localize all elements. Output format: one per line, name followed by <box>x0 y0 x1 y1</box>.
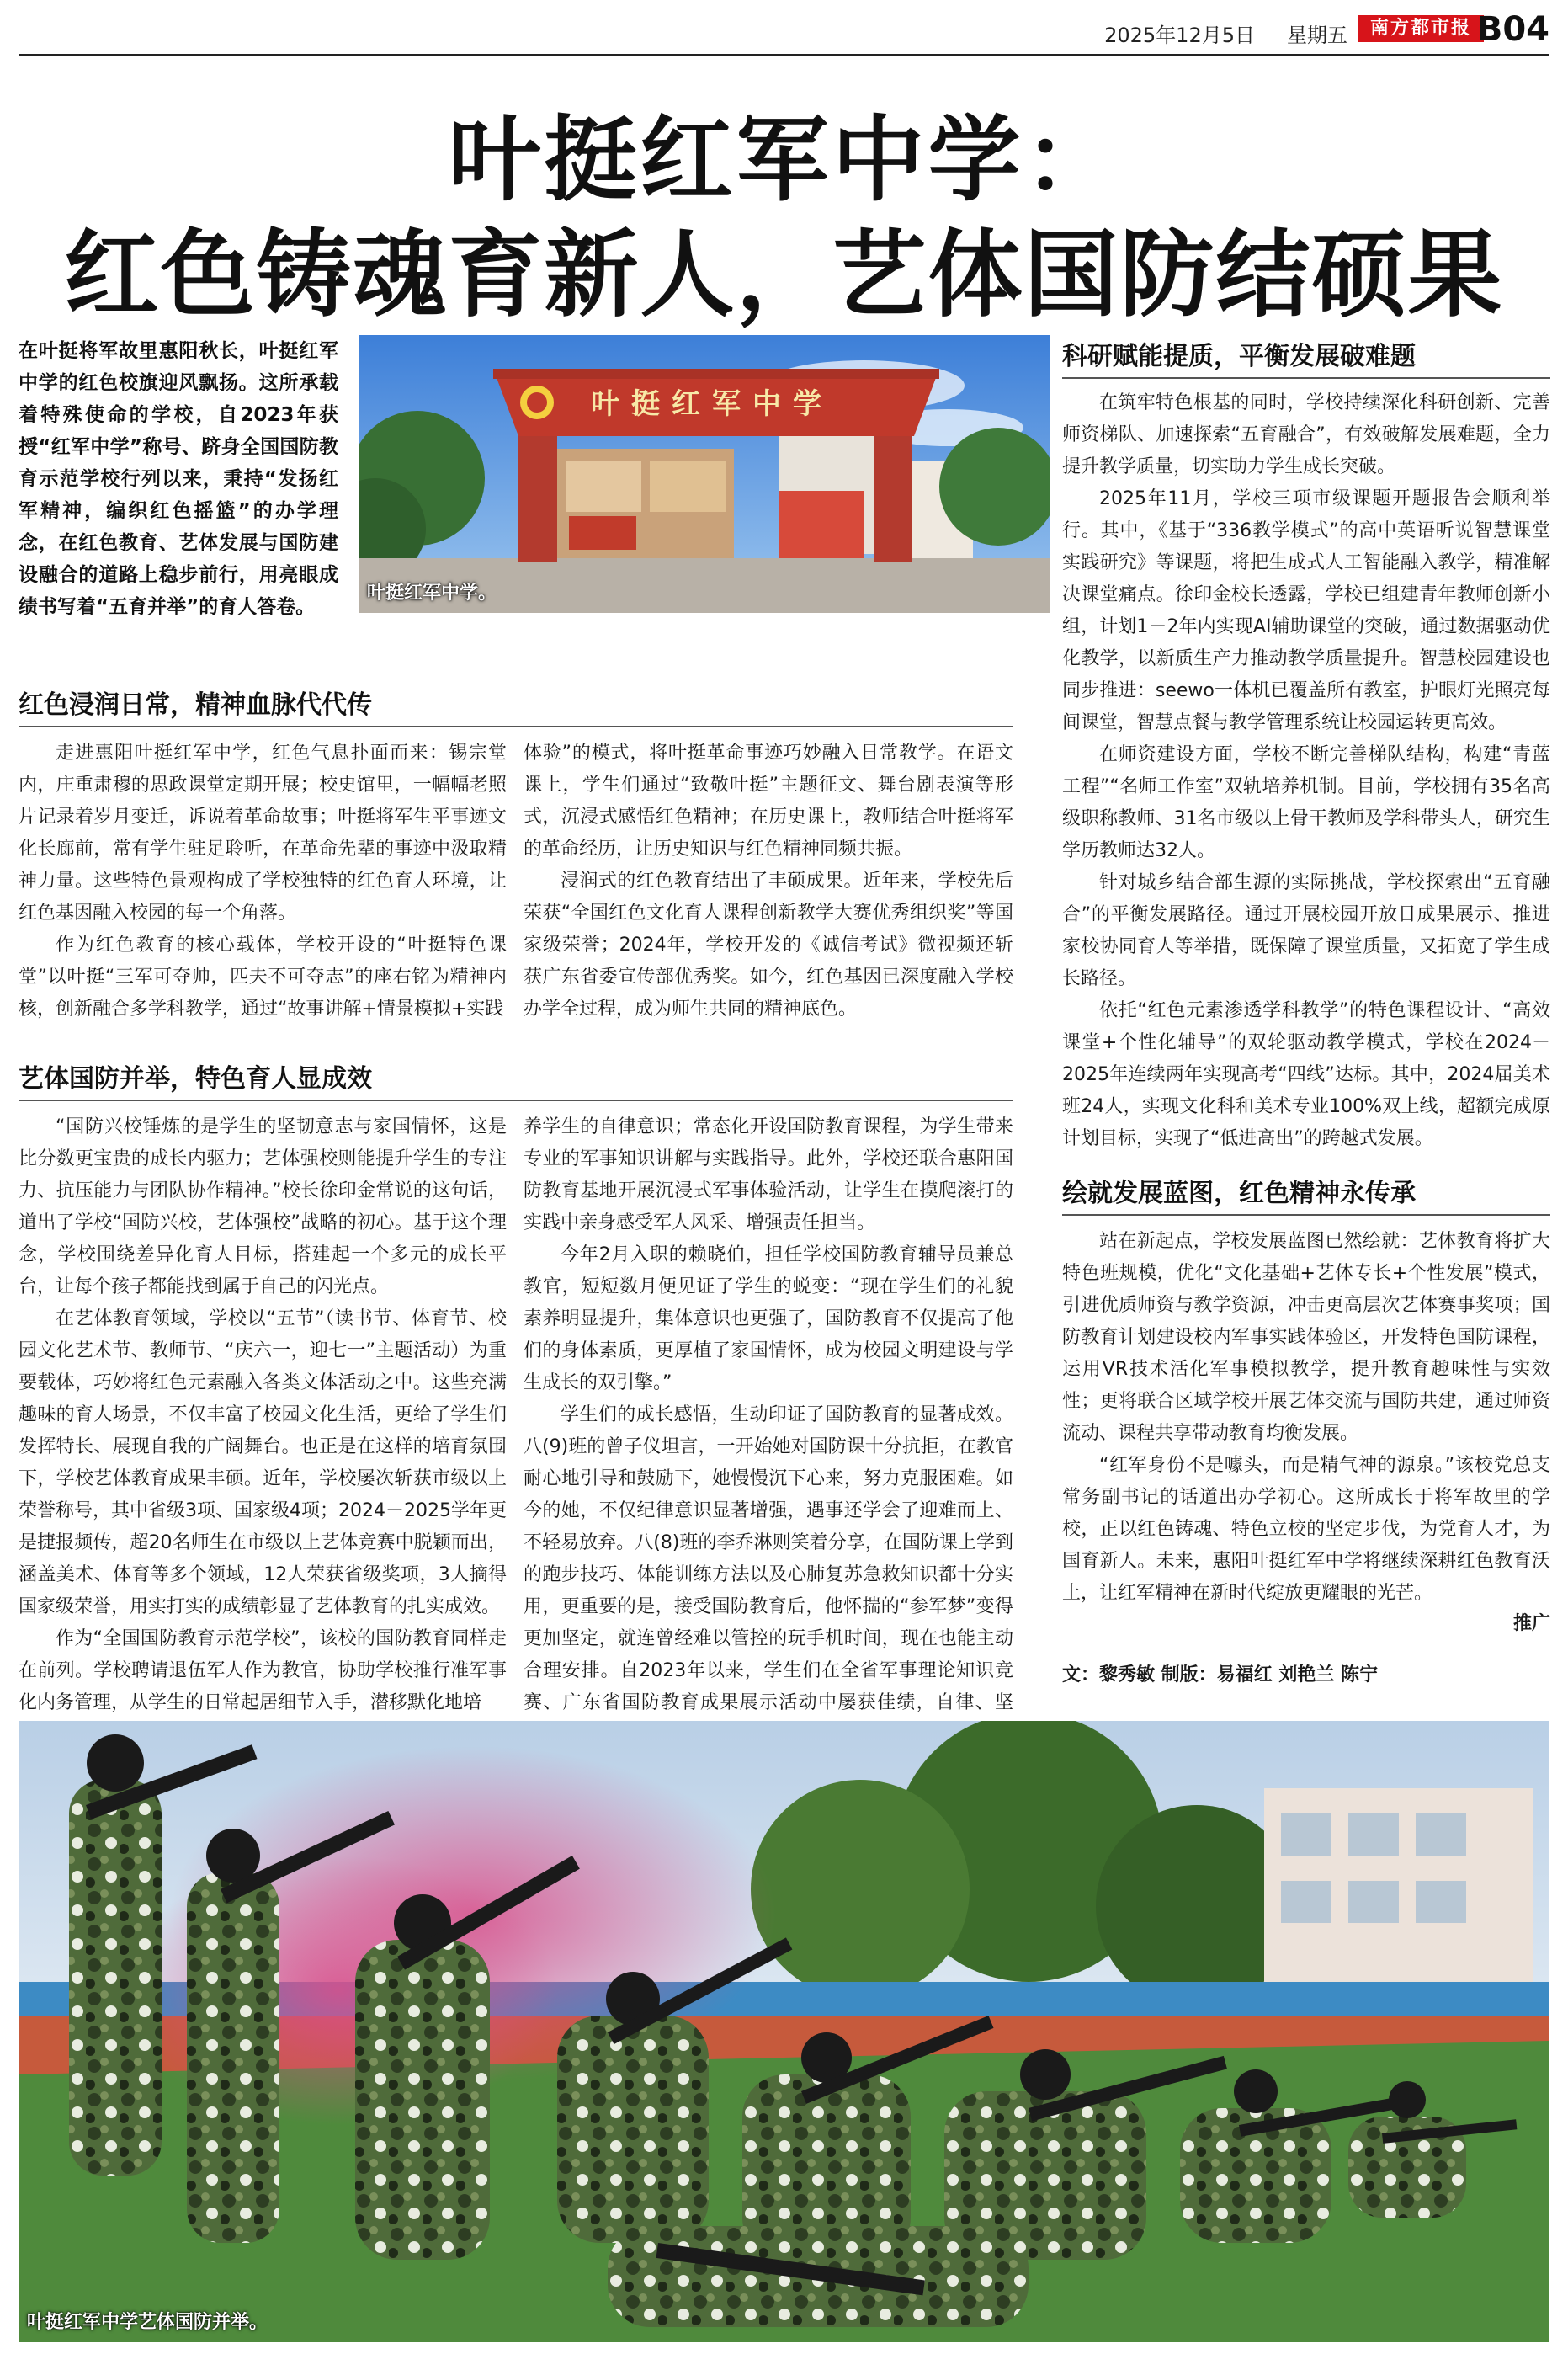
section-1-title: 红色浸润日常，精神血脉代代传 <box>19 690 372 720</box>
s4-paragraph: 站在新起点，学校发展蓝图已然绘就：艺体教育将扩大特色班规模，优化“文化基础+艺体专长+个性发展”模式，引进优质师资与教学资源，冲击更高层次艺体赛事奖项；国防教育计划建设校内军事实践体验区，开发特色国防课程，运用VR技术活化军事模拟教学，提升教育趣味性与实效性；更将联合区域学校开展艺体交流与国防共建，通过师资流动、课程共享带动教育均衡发展。 <box>1062 1231 1550 1444</box>
section-1-rule <box>19 726 1013 727</box>
s1-paragraph: 作为红色教育的核心载体，学校开设的“叶挺特色课堂”以叶挺“三军可夺帅，匹夫不可夺志”的座右铭为精神内核，创新融合多学科教学，通过“故事讲解+情景模拟+实践 <box>19 935 507 1020</box>
section-3-rule <box>1062 377 1550 379</box>
s2-paragraph: 养学生的自律意识；常态化开设国防教育课程，为学生带来专业的军事知识讲解与实践指导。此外，学校还联合惠阳国防教育基地开展沉浸式军事体验活动，让学生在摸爬滚打的实践中亲身感受军人风采、增强责任担当。 <box>524 1116 1013 1233</box>
s2-paragraph: 今年2月入职的赖晓伯，担任学校国防教育辅导员兼总教官，短短数月便见证了学生的蜕变：“现在学生们的礼貌素养明显提升，集体意识也更强了，国防教育不仅提高了他们的身体素质，更厚植了家国情怀，成为校园文明建设与学生成长的双引擎。” <box>524 1244 1013 1393</box>
section-3-heading <box>1062 335 1416 372</box>
s3-paragraph: 在筑牢特色根基的同时，学校持续深化科研创新、完善师资梯队、加速探索“五育融合”，有效破解发展难题，全力提升教学质量，切实助力学生成长突破。 <box>1062 392 1550 477</box>
gate-photo-caption: 叶挺红军中学。 <box>367 583 497 604</box>
section-4-heading <box>1062 1172 1416 1209</box>
page-number: B04 <box>1476 10 1549 49</box>
page-header <box>0 0 1568 54</box>
section-4-rule <box>1062 1214 1550 1216</box>
headline-line-2: 红色铸魂育新人，艺体国防结硕果 <box>64 220 1504 330</box>
s3-paragraph: 在师资建设方面，学校不断完善梯队结构，构建“青蓝工程”“名师工作室”双轨培养机制。目前，学校拥有35名高级职称教师、31名市级以上骨干教师及学科带头人，研究生学历教师达32人。 <box>1062 744 1550 861</box>
newspaper-logo: 南方都市报 <box>1358 15 1484 42</box>
section-1-column-2 <box>524 738 1013 1025</box>
promo-tag: 推广 <box>1512 1613 1550 1634</box>
drill-photo <box>19 1721 1549 2342</box>
s2-paragraph: 学生们的成长感悟，生动印证了国防教育的显著成效。八(9)班的曾子仪坦言，一开始她对国防课十分抗拒，在教官耐心地引导和鼓励下，她慢慢沉下心来，努力克服困难。如今的她，不仅纪律意识显著增强，遇事还学会了迎难而上、不轻易放弃。八(8)班的李乔淋则笑着分享，在国防课上学到的跑步技巧、体能训练方法以及心肺复苏急救知识都十分实用，更重要的是，接受国防教育后，他怀揣的“参军梦”变得更加坚定，就连曾经难以管控的玩手机时间，现在也能主动合理安排。自2023年以来，学生们在全省军事理论知识竞赛、广东省国防教育成果展示活动中屡获佳绩，自律、坚 <box>524 1404 1013 1713</box>
s3-paragraph: 针对城乡结合部生源的实际挑战，学校探索出“五育融合”的平衡发展路径。通过开展校园开放日成果展示、推进家校协同育人等举措，既保障了课堂质量，又拓宽了学生成长路径。 <box>1062 872 1550 989</box>
s3-paragraph: 2025年11月，学校三项市级课题开题报告会顺利举行。其中，《基于“336教学模式”的高中英语听说智慧课堂实践研究》等课题，将把生成式人工智能融入教学，精准解决课堂痛点。徐印金校长透露，学校已组建青年教师创新小组，计划1－2年内实现AI辅助课堂的突破，通过数据驱动优化教学，以新质生产力推动教学质量提升。智慧校园建设也同步推进：seewo一体机已覆盖所有教室，护眼灯光照亮每间课堂，智慧点餐与教学管理系统让校园运转更高效。 <box>1062 488 1550 733</box>
issue-date: 2025年12月5日 <box>1104 24 1255 47</box>
headline <box>0 105 1568 330</box>
gate-sign-text: 叶挺红军中学 <box>591 387 833 421</box>
school-gate-photo <box>359 335 1050 613</box>
drill-illustration <box>19 1721 1549 2342</box>
section-2-heading <box>19 1057 372 1094</box>
section-3-body <box>1062 387 1550 1155</box>
section-1-column-1 <box>19 738 507 1025</box>
s1-paragraph: 体验”的模式，将叶挺革命事迹巧妙融入日常教学。在语文课上，学生们通过“致敬叶挺”主题征文、舞台剧表演等形式，沉浸式感悟红色精神；在历史课上，教师结合叶挺将军的革命经历，让历史知识与红色精神同频共振。 <box>524 743 1013 860</box>
section-2-rule <box>19 1100 1013 1101</box>
s4-paragraph: “红军身份不是噱头，而是精气神的源泉。”该校党总支常务副书记的话道出办学初心。这所成长于将军故里的学校，正以红色铸魂、特色立校的坚定步伐，为党育人才，为国育新人。未来，惠阳叶挺红军中学将继续深耕红色教育沃土，让红军精神在新时代绽放更耀眼的光芒。 <box>1062 1455 1550 1604</box>
s1-paragraph: 走进惠阳叶挺红军中学，红色气息扑面而来：锡宗堂内，庄重肃穆的思政课堂定期开展；校史馆里，一幅幅老照片记录着岁月变迁，诉说着革命故事；叶挺将军生平事迹文化长廊前，常有学生驻足聆听，在革命先辈的事迹中汲取精神力量。这些特色景观构成了学校独特的红色育人环境，让红色基因融入校园的每一个角落。 <box>19 743 507 924</box>
school-gate-illustration <box>359 335 1050 613</box>
s3-paragraph: 依托“红色元素渗透学科教学”的特色课程设计、“高效课堂+个性化辅导”的双轮驱动教学模式，学校在2024－2025年连续两年实现高考“四线”达标。其中，2024届美术班24人，实现文化科和美术专业100%双上线，超额完成原计划目标，实现了“低进高出”的跨越式发展。 <box>1062 1000 1550 1149</box>
section-4-title: 绘就发展蓝图，红色精神永传承 <box>1062 1179 1416 1208</box>
drill-photo-caption: 叶挺红军中学艺体国防并举。 <box>27 2312 268 2333</box>
header-divider <box>19 54 1549 56</box>
credits: 文：黎秀敏 制版：易福红 刘艳兰 陈宁 <box>1062 1664 1378 1686</box>
s1-paragraph: 浸润式的红色教育结出了丰硕成果。近年来，学校先后荣获“全国红色文化育人课程创新教学大赛优秀组织奖”等国家级荣誉；2024年，学校开发的《诚信考试》微视频还斩获广东省委宣传部优秀奖。如今，红色基因已深度融入学校办学全过程，成为师生共同的精神底色。 <box>524 871 1013 1020</box>
section-2-title: 艺体国防并举，特色育人显成效 <box>19 1064 372 1094</box>
section-3-title: 科研赋能提质，平衡发展破难题 <box>1062 342 1416 371</box>
s2-paragraph: 在艺体教育领域，学校以“五节”（读书节、体育节、校园文化艺术节、教师节、“庆六一，迎七一”主题活动）为重要载体，巧妙将红色元素融入各类文体活动之中。这些充满趣味的育人场景，不仅丰富了校园文化生活，更给了学生们发挥特长、展现自我的广阔舞台。也正是在这样的培育氛围下，学校艺体教育成果丰硕。近年，学校屡次斩获市级以上荣誉称号，其中省级3项、国家级4项；2024－2025学年更是捷报频传，超20名师生在市级以上艺体竞赛中脱颖而出，涵盖美术、体育等多个领域，12人荣获省级奖项，3人摘得国家级荣誉，用实打实的成绩彰显了艺体教育的扎实成效。 <box>19 1308 507 1617</box>
section-2-column-1 <box>19 1111 507 1719</box>
section-2-column-2 <box>524 1111 1013 1751</box>
section-4-body <box>1062 1226 1550 1686</box>
headline-line-1: 叶挺红军中学： <box>448 105 1120 214</box>
section-1-heading <box>19 684 372 721</box>
s2-paragraph: 作为“全国国防教育示范学校”，该校的国防教育同样走在前列。学校聘请退伍军人作为教官，协助学校推行准军事化内务管理，从学生的日常起居细节入手，潜移默化地培 <box>19 1628 507 1713</box>
s2-paragraph: “国防兴校锤炼的是学生的坚韧意志与家国情怀，这是比分数更宝贵的成长内驱力；艺体强校则能提升学生的专注力、抗压能力与团队协作精神。”校长徐印金常说的这句话，道出了学校“国防兴校，艺体强校”战略的初心。基于这个理念，学校围绕差异化育人目标，搭建起一个多元的成长平台，让每个孩子都能找到属于自己的闪光点。 <box>19 1116 507 1297</box>
intro-paragraph: 在叶挺将军故里惠阳秋长，叶挺红军中学的红色校旗迎风飘扬。这所承载着特殊使命的学校，自2023年获授“红军中学”称号、跻身全国国防教育示范学校行列以来，秉持“发扬红军精神，编织红色摇篮”的办学理念，在红色教育、艺体发展与国防建设融合的道路上稳步前行，用亮眼成绩书写着“五育并举”的育人答卷。 <box>19 340 338 618</box>
issue-weekday: 星期五 <box>1287 24 1347 47</box>
